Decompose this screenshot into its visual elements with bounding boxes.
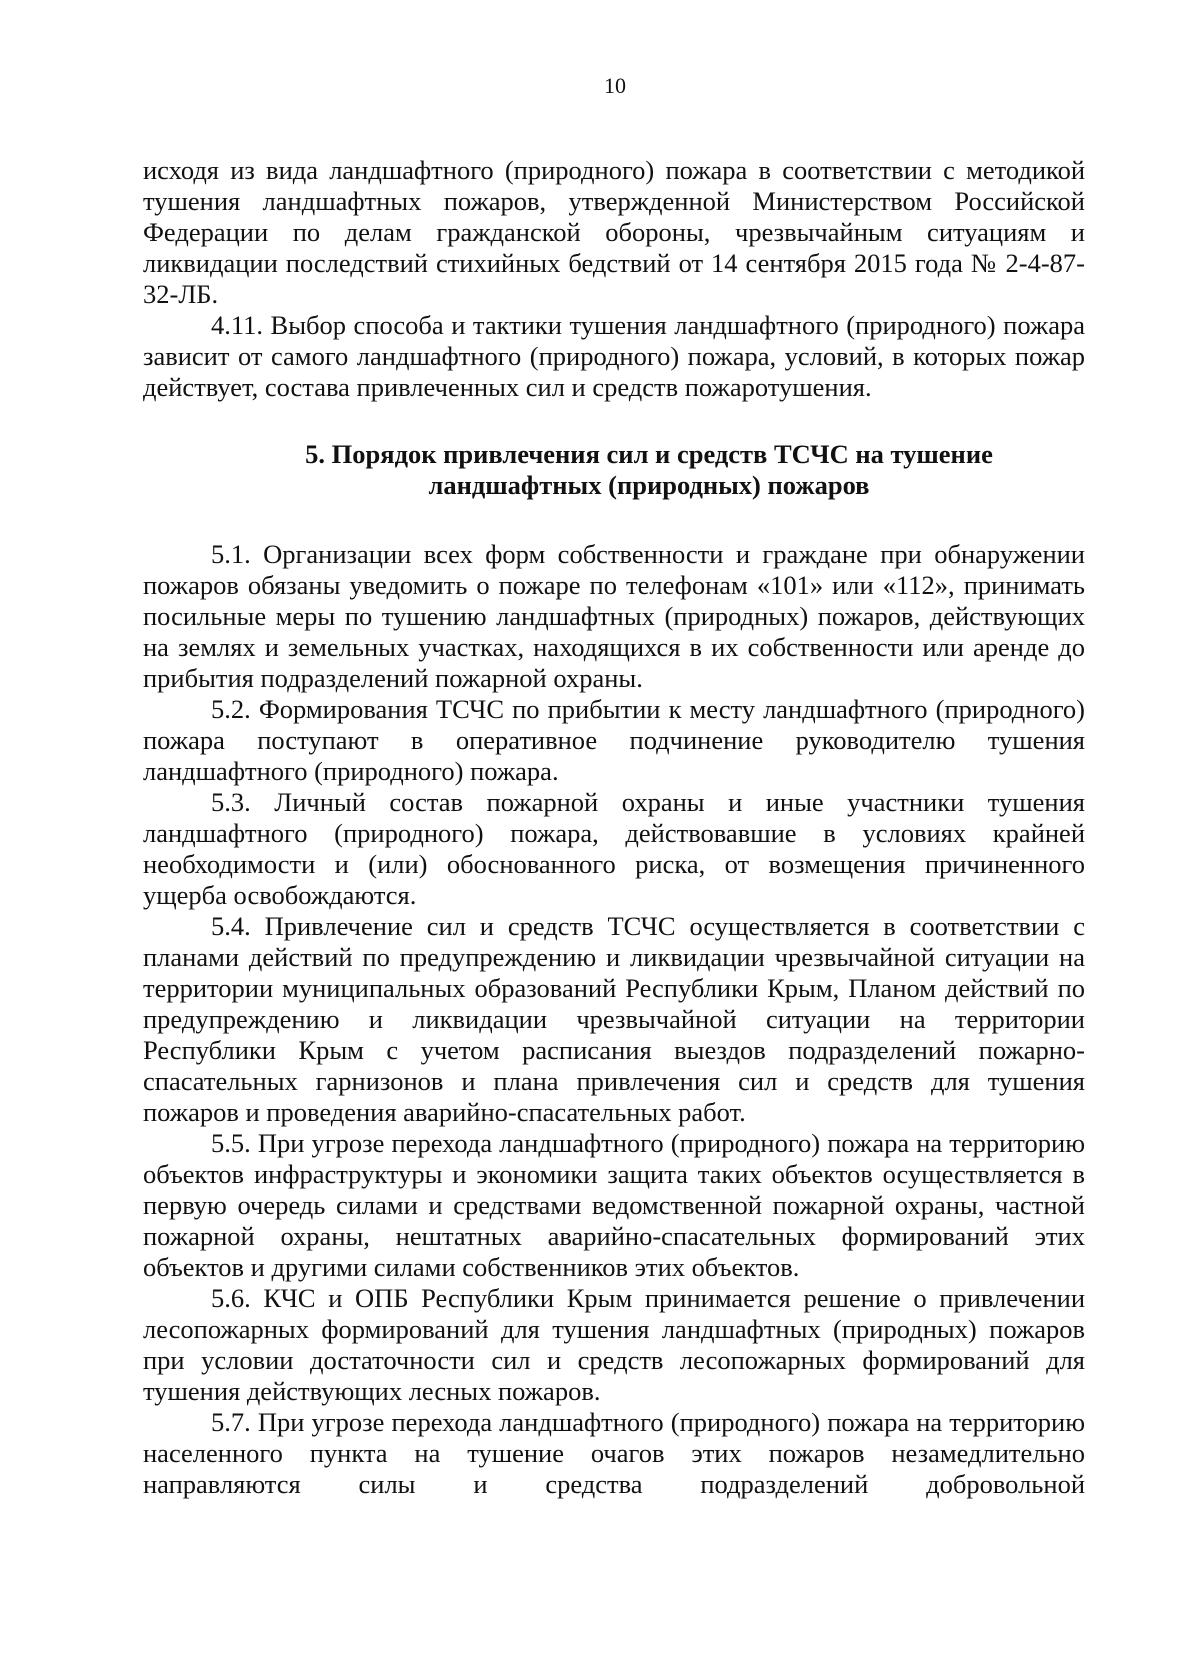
paragraph-5-6: 5.6. КЧС и ОПБ Республики Крым принимается решение о привлечении лесопожарных формирований для тушения ландшафтных (природных) пожаров при условии достаточности сил и средств лесопожарных формирований для тушения действующих лесных пожаров. bbox=[143, 1283, 1085, 1406]
paragraph-5-3: 5.3. Личный состав пожарной охраны и иные участники тушения ландшафтного (природного) пожара, действовавшие в условиях крайней необходимости и (или) обоснованного риска, от возмещения причиненного ущерба освобождаются. bbox=[143, 787, 1085, 910]
section-heading bbox=[143, 439, 1085, 501]
paragraph-5-1: 5.1. Организации всех форм собственности и граждане при обнаружении пожаров обязаны уведомить о пожаре по телефонам «101» или «112», принимать посильные меры по тушению ландшафтных (природных) пожаров, действующих на землях и земельных участках, находящихся в их собственности или аренде до прибытия подразделений пожарной охраны. bbox=[143, 539, 1085, 693]
paragraph-5-4: 5.4. Привлечение сил и средств ТСЧС осуществляется в соответствии с планами действий по предупреждению и ликвидации чрезвычайной ситуации на территории муниципальных образований Республики Крым, Планом действий по предупреждению и ликвидации чрезвычайной ситуации на территории Республики Крым с учетом расписания выездов подразделений пожарно-спасательных гарнизонов и плана привлечения сил и средств для тушения пожаров и проведения аварийно-спасательных работ. bbox=[143, 911, 1085, 1127]
paragraph-4-11: 4.11. Выбор способа и тактики тушения ландшафтного (природного) пожара зависит от самого ландшафтного (природного) пожара, условий, в которых пожар действует, состава привлеченных сил и средств пожаротушения. bbox=[143, 310, 1085, 402]
paragraph-continuation: исходя из вида ландшафтного (природного) пожара в соответствии с методикой тушения ландшафтных пожаров, утвержденной Министерством Российской Федерации по делам гражданской обороны, чрезвычайным ситуациям и ликвидации последствий стихийных бедствий от 14 сентября 2015 года № 2-4-87-32-ЛБ. bbox=[143, 155, 1085, 309]
paragraph-5-7: 5.7. При угрозе перехода ландшафтного (природного) пожара на территорию населенного пункта на тушение очагов этих пожаров незамедлительно направляются силы и средства подразделений добровольной bbox=[143, 1407, 1085, 1499]
section-heading-line-2: ландшафтных (природных) пожаров bbox=[428, 470, 870, 500]
document-body bbox=[143, 155, 1085, 1500]
paragraph-5-2: 5.2. Формирования ТСЧС по прибытии к месту ландшафтного (природного) пожара поступают в оперативное подчинение руководителю тушения ландшафтного (природного) пожара. bbox=[143, 694, 1085, 786]
section-heading-line-1: 5. Порядок привлечения сил и средств ТСЧС на тушение bbox=[305, 439, 993, 469]
paragraph-5-5: 5.5. При угрозе перехода ландшафтного (природного) пожара на территорию объектов инфраструктуры и экономики защита таких объектов осуществляется в первую очередь силами и средствами ведомственной пожарной охраны, частной пожарной охраны, нештатных аварийно-спасательных формирований этих объектов и другими силами собственников этих объектов. bbox=[143, 1128, 1085, 1282]
page-number: 10 bbox=[604, 73, 626, 98]
